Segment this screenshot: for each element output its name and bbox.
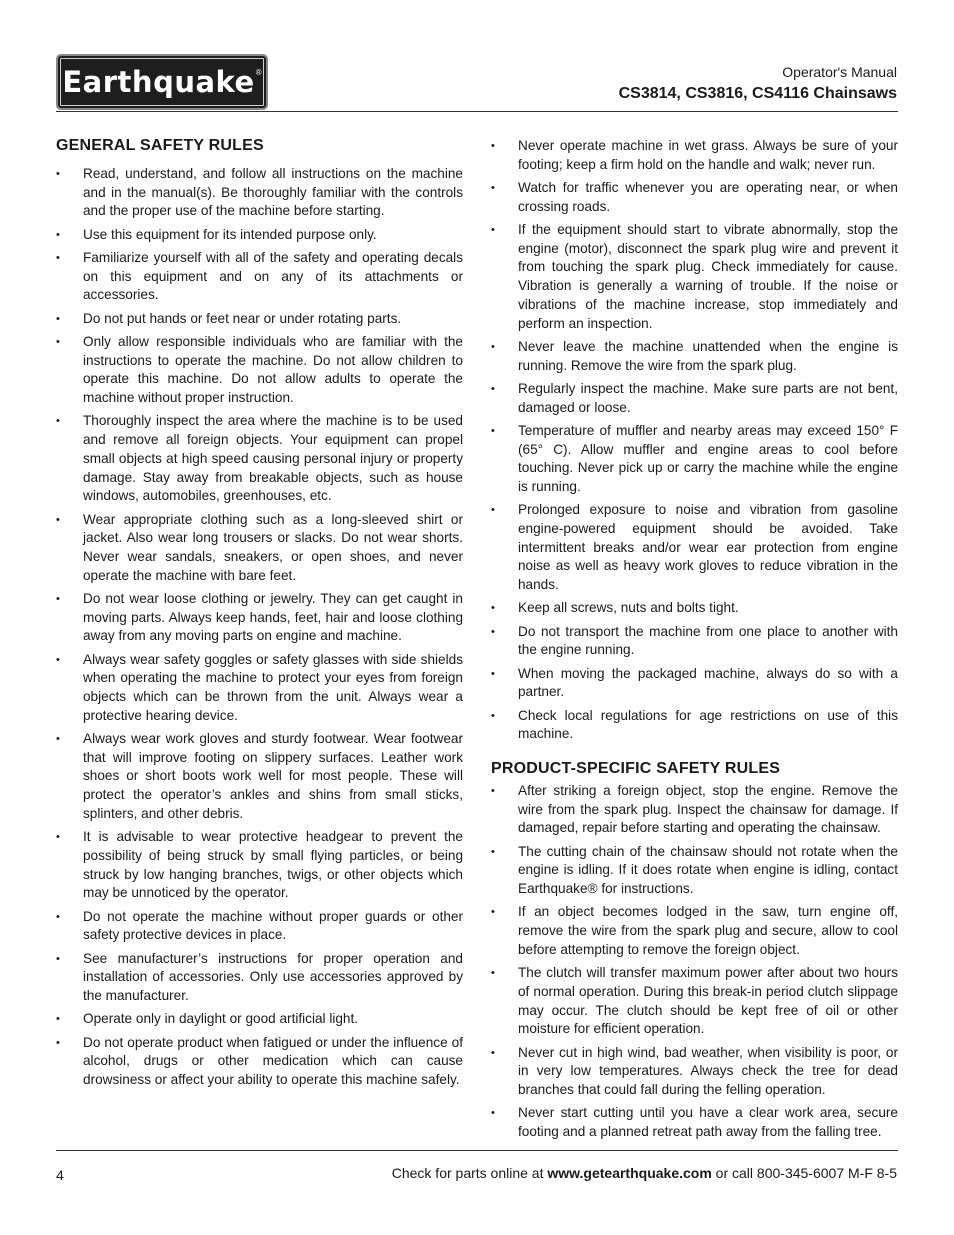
brand-name: Earthquake <box>62 65 255 99</box>
list-item: • Familiarize yourself with all of the safety and operating decals on this equipment and on any of its attachments or accessories. <box>56 249 463 305</box>
page-number: 4 <box>56 1167 64 1183</box>
product-safety-list <box>491 782 898 1142</box>
list-item: • Check local regulations for age restrictions on use of this machine. <box>491 707 898 744</box>
list-item: • Always wear work gloves and sturdy footwear. Wear footwear that will improve footing on slippery surfaces. Leather work shoes or short boots work well for most people. These will protect the operator’s ankles and shins from small sticks, splinters, and other debris. <box>56 730 463 824</box>
list-item: • Do not operate product when fatigued or under the influence of alcohol, drugs or other medication which can cause drowsiness or affect your ability to operate this machine safely. <box>56 1034 463 1090</box>
list-item: • If the equipment should start to vibrate abnormally, stop the engine (motor), disconnect the spark plug wire and prevent it from touching the spark plug. Check immediately for cause. Vibration is generally a warning of trouble. If the noise or vibrations of the machine increase, stop immediately and perform an inspection. <box>491 221 898 333</box>
footer-text-after: or call 800-345-6007 M-F 8-5 <box>711 1165 897 1181</box>
list-item: • Regularly inspect the machine. Make sure parts are not bent, damaged or loose. <box>491 380 898 417</box>
list-item: • Do not operate the machine without proper guards or other safety protective devices in place. <box>56 908 463 945</box>
general-safety-list <box>56 165 463 1090</box>
footer-text-before: Check for parts online at <box>391 1165 548 1181</box>
page-title: CS3814, CS3816, CS4116 Chainsaws <box>618 85 897 102</box>
doc-type: Operator's Manual <box>782 64 897 80</box>
header-divider <box>56 111 898 112</box>
list-item: • Never operate machine in wet grass. Always be sure of your footing; keep a firm hold on the handle and walk; never run. <box>491 137 898 174</box>
list-item: • Use this equipment for its intended purpose only. <box>56 226 463 245</box>
list-item: • Only allow responsible individuals who are familiar with the instructions to operate the machine. Do not allow children to operate this machine. Do not allow adults to operate the machine without proper instruction. <box>56 333 463 408</box>
list-item: • After striking a foreign object, stop the engine. Remove the wire from the spark plug. Inspect the chainsaw for damage. If damaged, repair before starting and operating the chainsaw. <box>491 782 898 838</box>
list-item: • Do not transport the machine from one place to another with the engine running. <box>491 623 898 660</box>
list-item: • Always wear safety goggles or safety glasses with side shields when operating the machine to protect your eyes from foreign objects which can be thrown from the unit. Always wear a protective hearing device. <box>56 651 463 726</box>
footer-divider <box>56 1150 898 1151</box>
general-safety-heading: GENERAL SAFETY RULES <box>56 137 264 154</box>
right-column <box>491 137 898 1146</box>
list-item: • Operate only in daylight or good artificial light. <box>56 1010 463 1029</box>
list-item: • The cutting chain of the chainsaw should not rotate when the engine is idling. If it does rotate when engine is idling, contact Earthquake® for instructions. <box>491 843 898 899</box>
list-item: • Thoroughly inspect the area where the machine is to be used and remove all foreign objects. Your equipment can propel small objects at high speed causing personal injury or property damage. Stay away from breakable objects, such as house windows, automobiles, greenhouses, etc. <box>56 412 463 506</box>
list-item: • Never start cutting until you have a clear work area, secure footing and a planned retreat path away from the falling tree. <box>491 1104 898 1141</box>
list-item: • Wear appropriate clothing such as a long-sleeved shirt or jacket. Also wear long trousers or slacks. Do not wear shorts. Never wear sandals, sneakers, or open shoes, and never operate the machine with bare feet. <box>56 511 463 586</box>
list-item: • Temperature of muffler and nearby areas may exceed 150° F (65° C). Allow muffler and engine areas to cool before touching. Never pick up or carry the machine while the engine is running. <box>491 422 898 497</box>
general-safety-list-continued <box>491 137 898 744</box>
left-column <box>56 137 463 1094</box>
list-item: • The clutch will transfer maximum power after about two hours of normal operation. During this break-in period clutch slippage may occur. The clutch should be kept free of oil or other moisture for efficient operation. <box>491 964 898 1039</box>
parts-website-link[interactable]: www.getearthquake.com <box>547 1165 712 1181</box>
list-item: • Keep all screws, nuts and bolts tight. <box>491 599 898 618</box>
list-item: • Watch for traffic whenever you are operating near, or when crossing roads. <box>491 179 898 216</box>
earthquake-logo <box>56 54 268 110</box>
list-item: • Never cut in high wind, bad weather, when visibility is poor, or in very low temperatures. Always check the tree for dead branches that could fall during the felling operation. <box>491 1044 898 1100</box>
list-item: • Never leave the machine unattended when the engine is running. Remove the wire from the spark plug. <box>491 338 898 375</box>
list-item: • When moving the packaged machine, always do so with a partner. <box>491 665 898 702</box>
list-item: • Do not wear loose clothing or jewelry. They can get caught in moving parts. Always keep hands, feet, hair and loose clothing away from any moving parts on engine and machine. <box>56 590 463 646</box>
list-item: • If an object becomes lodged in the saw, turn engine off, remove the wire from the spark plug and secure, allow to cool before attempting to remove the foreign object. <box>491 903 898 959</box>
list-item: • It is advisable to wear protective headgear to prevent the possibility of being struck by small flying particles, or being struck by low hanging branches, twigs, or other objects which may be unnoticed by the operator. <box>56 828 463 903</box>
product-safety-heading: PRODUCT-SPECIFIC SAFETY RULES <box>491 760 781 778</box>
list-item: • Do not put hands or feet near or under rotating parts. <box>56 310 463 329</box>
registered-mark: ® <box>255 67 262 77</box>
list-item: • Read, understand, and follow all instructions on the machine and in the manual(s). Be thoroughly familiar with the controls and the proper use of the machine before starting. <box>56 165 463 221</box>
list-item: • Prolonged exposure to noise and vibration from gasoline engine-powered equipment should be avoided. Take intermittent breaks and/or wear ear protection from engine noise as well as heavy work gloves to reduce vibration in the hands. <box>491 501 898 595</box>
footer-note <box>392 1165 897 1181</box>
list-item: • See manufacturer’s instructions for proper operation and installation of accessories. Only use accessories approved by the manufacturer. <box>56 950 463 1006</box>
